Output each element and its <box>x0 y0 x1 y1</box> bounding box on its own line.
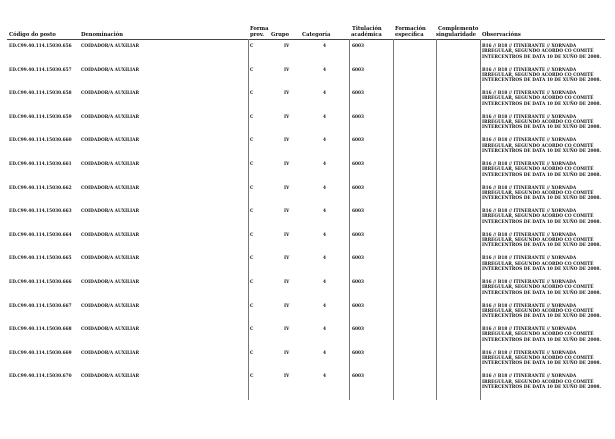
observacions-line: B16 // B18 // ITINERANTE // XORNADA <box>482 256 577 262</box>
cell-codigo: ED.C99.40.114.15030.661 <box>9 162 72 167</box>
cell-observacions <box>482 304 612 320</box>
cell-denominacion: COIDADOR/A AUXILIAR <box>81 256 140 262</box>
header-titulacion-line2: académica <box>351 32 382 38</box>
cell-forma-prov: C <box>250 91 254 97</box>
cell-grupo: IV <box>284 185 290 191</box>
cell-codigo: ED.C99.40.114.15030.668 <box>9 327 72 333</box>
cell-denominacion: COIDADOR/A AUXILIAR <box>81 374 140 380</box>
cell-observacions <box>482 351 612 367</box>
cell-categoria: 4 <box>323 67 326 73</box>
header-observacions: Observacións <box>482 32 521 38</box>
table-row <box>0 304 615 328</box>
observacions-line: INTERCENTROS DE DATA 10 DE XUÑO DE 2008. <box>482 337 602 343</box>
observacions-line: IRREGULAR, SEGUNDO ACORDO CO COMITÉ <box>482 167 594 173</box>
observacions-line: INTERCENTROS DE DATA 10 DE XUÑO DE 2008. <box>482 101 602 107</box>
observacions-line: IRREGULAR, SEGUNDO ACORDO CO COMITÉ <box>482 143 594 149</box>
cell-titulacion: 6003 <box>352 256 364 262</box>
cell-denominacion: COIDADOR/A AUXILIAR <box>81 162 140 167</box>
cell-codigo: ED.C99.40.114.15030.659 <box>9 114 72 120</box>
observacions-line: B16 // B18 // ITINERANTE // XORNADA <box>482 232 577 238</box>
header-formacion-line1: Formación <box>395 26 426 32</box>
table-row <box>0 256 615 280</box>
cell-forma-prov: C <box>250 44 254 49</box>
cell-denominacion: COIDADOR/A AUXILIAR <box>81 327 140 333</box>
header-complemento-line2: singularidade <box>436 32 477 38</box>
header-grupo: Grupo <box>271 32 290 38</box>
observacions-line: IRREGULAR, SEGUNDO ACORDO CO COMITÉ <box>482 238 594 244</box>
cell-forma-prov: C <box>250 209 254 215</box>
observacions-line: B16 // B18 // ITINERANTE // XORNADA <box>482 91 577 97</box>
observacions-line: B16 // B18 // ITINERANTE // XORNADA <box>482 67 577 73</box>
observacions-line: INTERCENTROS DE DATA 10 DE XUÑO DE 2008. <box>482 266 602 272</box>
cell-grupo: IV <box>284 303 290 309</box>
header-forma-prov-line2: prov. <box>250 32 265 38</box>
cell-titulacion: 6003 <box>352 280 364 285</box>
cell-grupo: IV <box>284 327 290 333</box>
cell-codigo: ED.C99.40.114.15030.670 <box>9 374 72 380</box>
header-formacion-line2: específica <box>395 32 424 38</box>
observacions-line: INTERCENTROS DE DATA 10 DE XUÑO DE 2008. <box>482 361 602 367</box>
cell-denominacion: COIDADOR/A AUXILIAR <box>81 185 140 191</box>
cell-denominacion: COIDADOR/A AUXILIAR <box>81 91 140 97</box>
cell-titulacion: 6003 <box>352 327 364 333</box>
table-row <box>0 327 615 351</box>
cell-forma-prov: C <box>250 138 254 144</box>
cell-categoria: 4 <box>323 44 326 49</box>
cell-categoria: 4 <box>323 114 326 120</box>
observacions-line: B16 // B18 // ITINERANTE // XORNADA <box>482 303 577 309</box>
cell-codigo: ED.C99.40.114.15030.657 <box>9 67 72 73</box>
table-row <box>0 186 615 210</box>
cell-forma-prov: C <box>250 185 254 191</box>
cell-codigo: ED.C99.40.114.15030.667 <box>9 303 72 309</box>
table-row <box>0 91 615 115</box>
cell-codigo: ED.C99.40.114.15030.663 <box>9 209 72 215</box>
cell-codigo: ED.C99.40.114.15030.669 <box>9 350 72 356</box>
cell-titulacion: 6003 <box>352 162 364 167</box>
cell-categoria: 4 <box>323 374 326 380</box>
observacions-line: IRREGULAR, SEGUNDO ACORDO CO COMITÉ <box>482 285 594 291</box>
table-row <box>0 162 615 186</box>
cell-grupo: IV <box>284 44 290 49</box>
cell-categoria: 4 <box>323 162 326 167</box>
cell-observacions <box>482 162 612 178</box>
cell-observacions <box>482 233 612 249</box>
cell-categoria: 4 <box>323 185 326 191</box>
cell-forma-prov: C <box>250 374 254 380</box>
observacions-line: B16 // B18 // ITINERANTE // XORNADA <box>482 374 577 380</box>
observacions-line: INTERCENTROS DE DATA 10 DE XUÑO DE 2008. <box>482 54 602 60</box>
cell-observacions <box>482 186 612 202</box>
cell-titulacion: 6003 <box>352 303 364 309</box>
cell-titulacion: 6003 <box>352 185 364 191</box>
cell-grupo: IV <box>284 138 290 144</box>
cell-denominacion: COIDADOR/A AUXILIAR <box>81 44 140 49</box>
cell-forma-prov: C <box>250 114 254 120</box>
cell-titulacion: 6003 <box>352 91 364 97</box>
observacions-line: B16 // B18 // ITINERANTE // XORNADA <box>482 162 577 167</box>
header-titulacion-line1: Titulación <box>352 26 382 32</box>
header-forma-prov-line1: Forma <box>250 26 269 32</box>
cell-titulacion: 6003 <box>352 232 364 238</box>
cell-forma-prov: C <box>250 303 254 309</box>
cell-denominacion: COIDADOR/A AUXILIAR <box>81 303 140 309</box>
cell-grupo: IV <box>284 256 290 262</box>
observacions-line: INTERCENTROS DE DATA 10 DE XUÑO DE 2008. <box>482 148 602 154</box>
cell-denominacion: COIDADOR/A AUXILIAR <box>81 67 140 73</box>
cell-titulacion: 6003 <box>352 114 364 120</box>
cell-grupo: IV <box>284 114 290 120</box>
cell-categoria: 4 <box>323 91 326 97</box>
observacions-line: IRREGULAR, SEGUNDO ACORDO CO COMITÉ <box>482 379 594 385</box>
cell-grupo: IV <box>284 67 290 73</box>
cell-categoria: 4 <box>323 350 326 356</box>
table-row <box>0 351 615 375</box>
cell-codigo: ED.C99.40.114.15030.660 <box>9 138 72 144</box>
observacions-line: B16 // B18 // ITINERANTE // XORNADA <box>482 185 577 191</box>
observacions-line: B16 // B18 // ITINERANTE // XORNADA <box>482 44 577 49</box>
header-complemento-line1: Complemento <box>438 26 479 32</box>
cell-forma-prov: C <box>250 256 254 262</box>
observacions-line: IRREGULAR, SEGUNDO ACORDO CO COMITÉ <box>482 120 594 126</box>
cell-observacions <box>482 68 612 84</box>
cell-codigo: ED.C99.40.114.15030.665 <box>9 256 72 262</box>
table-row <box>0 115 615 139</box>
cell-observacions <box>482 138 612 154</box>
observacions-line: IRREGULAR, SEGUNDO ACORDO CO COMITÉ <box>482 332 594 338</box>
cell-categoria: 4 <box>323 232 326 238</box>
cell-titulacion: 6003 <box>352 350 364 356</box>
cell-observacions <box>482 209 612 225</box>
observacions-line: IRREGULAR, SEGUNDO ACORDO CO COMITÉ <box>482 49 594 55</box>
cell-denominacion: COIDADOR/A AUXILIAR <box>81 114 140 120</box>
cell-forma-prov: C <box>250 350 254 356</box>
observacions-line: IRREGULAR, SEGUNDO ACORDO CO COMITÉ <box>482 356 594 362</box>
cell-forma-prov: C <box>250 162 254 167</box>
cell-categoria: 4 <box>323 256 326 262</box>
cell-observacions <box>482 256 612 272</box>
cell-categoria: 4 <box>323 327 326 333</box>
table-row <box>0 374 615 398</box>
table-row <box>0 68 615 92</box>
cell-forma-prov: C <box>250 67 254 73</box>
cell-denominacion: COIDADOR/A AUXILIAR <box>81 232 140 238</box>
header-rule <box>7 39 605 40</box>
table-row <box>0 280 615 304</box>
cell-categoria: 4 <box>323 138 326 144</box>
cell-observacions <box>482 115 612 131</box>
cell-forma-prov: C <box>250 327 254 333</box>
cell-categoria: 4 <box>323 209 326 215</box>
cell-grupo: IV <box>284 162 290 167</box>
observacions-line: INTERCENTROS DE DATA 10 DE XUÑO DE 2008. <box>482 384 602 390</box>
observacions-line: IRREGULAR, SEGUNDO ACORDO CO COMITÉ <box>482 96 594 102</box>
cell-denominacion: COIDADOR/A AUXILIAR <box>81 209 140 215</box>
observacions-line: INTERCENTROS DE DATA 10 DE XUÑO DE 2008. <box>482 196 602 202</box>
observacions-line: B16 // B18 // ITINERANTE // XORNADA <box>482 280 577 285</box>
cell-denominacion: COIDADOR/A AUXILIAR <box>81 280 140 285</box>
cell-codigo: ED.C99.40.114.15030.666 <box>9 280 72 285</box>
cell-titulacion: 6003 <box>352 67 364 73</box>
header-denominacion: Denominación <box>81 32 123 38</box>
observacions-line: IRREGULAR, SEGUNDO ACORDO CO COMITÉ <box>482 261 594 267</box>
cell-grupo: IV <box>284 209 290 215</box>
header-categoria: Categoría <box>302 32 331 38</box>
cell-titulacion: 6003 <box>352 138 364 144</box>
observacions-line: IRREGULAR, SEGUNDO ACORDO CO COMITÉ <box>482 190 594 196</box>
table-row <box>0 233 615 257</box>
cell-forma-prov: C <box>250 232 254 238</box>
cell-titulacion: 6003 <box>352 209 364 215</box>
cell-grupo: IV <box>284 91 290 97</box>
cell-observacions <box>482 374 612 390</box>
observacions-line: B16 // B18 // ITINERANTE // XORNADA <box>482 327 577 333</box>
observacions-line: INTERCENTROS DE DATA 10 DE XUÑO DE 2008. <box>482 125 602 131</box>
observacions-line: INTERCENTROS DE DATA 10 DE XUÑO DE 2008. <box>482 219 602 225</box>
cell-categoria: 4 <box>323 280 326 285</box>
cell-forma-prov: C <box>250 280 254 285</box>
cell-observacions <box>482 91 612 107</box>
cell-grupo: IV <box>284 232 290 238</box>
observacions-line: INTERCENTROS DE DATA 10 DE XUÑO DE 2008. <box>482 172 602 178</box>
cell-grupo: IV <box>284 350 290 356</box>
table-row <box>0 209 615 233</box>
table-row <box>0 138 615 162</box>
cell-codigo: ED.C99.40.114.15030.662 <box>9 185 72 191</box>
cell-titulacion: 6003 <box>352 44 364 49</box>
cell-observacions <box>482 327 612 343</box>
observacions-line: INTERCENTROS DE DATA 10 DE XUÑO DE 2008. <box>482 78 602 84</box>
observacions-line: INTERCENTROS DE DATA 10 DE XUÑO DE 2008. <box>482 243 602 249</box>
observacions-line: IRREGULAR, SEGUNDO ACORDO CO COMITÉ <box>482 72 594 78</box>
observacions-line: B16 // B18 // ITINERANTE // XORNADA <box>482 114 577 120</box>
cell-codigo: ED.C99.40.114.15030.656 <box>9 44 72 49</box>
cell-grupo: IV <box>284 374 290 380</box>
cell-titulacion: 6003 <box>352 374 364 380</box>
cell-codigo: ED.C99.40.114.15030.664 <box>9 232 72 238</box>
observacions-line: B16 // B18 // ITINERANTE // XORNADA <box>482 209 577 215</box>
observacions-line: INTERCENTROS DE DATA 10 DE XUÑO DE 2008. <box>482 290 602 296</box>
observacions-line: B16 // B18 // ITINERANTE // XORNADA <box>482 350 577 356</box>
cell-denominacion: COIDADOR/A AUXILIAR <box>81 138 140 144</box>
observacions-line: B16 // B18 // ITINERANTE // XORNADA <box>482 138 577 144</box>
header-codigo: Código do posto <box>9 32 56 38</box>
cell-denominacion: COIDADOR/A AUXILIAR <box>81 350 140 356</box>
cell-grupo: IV <box>284 280 290 285</box>
cell-observacions <box>482 280 612 296</box>
cell-categoria: 4 <box>323 303 326 309</box>
observacions-line: IRREGULAR, SEGUNDO ACORDO CO COMITÉ <box>482 308 594 314</box>
table-row <box>0 44 615 68</box>
cell-observacions <box>482 44 612 60</box>
observacions-line: IRREGULAR, SEGUNDO ACORDO CO COMITÉ <box>482 214 594 220</box>
cell-codigo: ED.C99.40.114.15030.658 <box>9 91 72 97</box>
observacions-line: INTERCENTROS DE DATA 10 DE XUÑO DE 2008. <box>482 314 602 320</box>
